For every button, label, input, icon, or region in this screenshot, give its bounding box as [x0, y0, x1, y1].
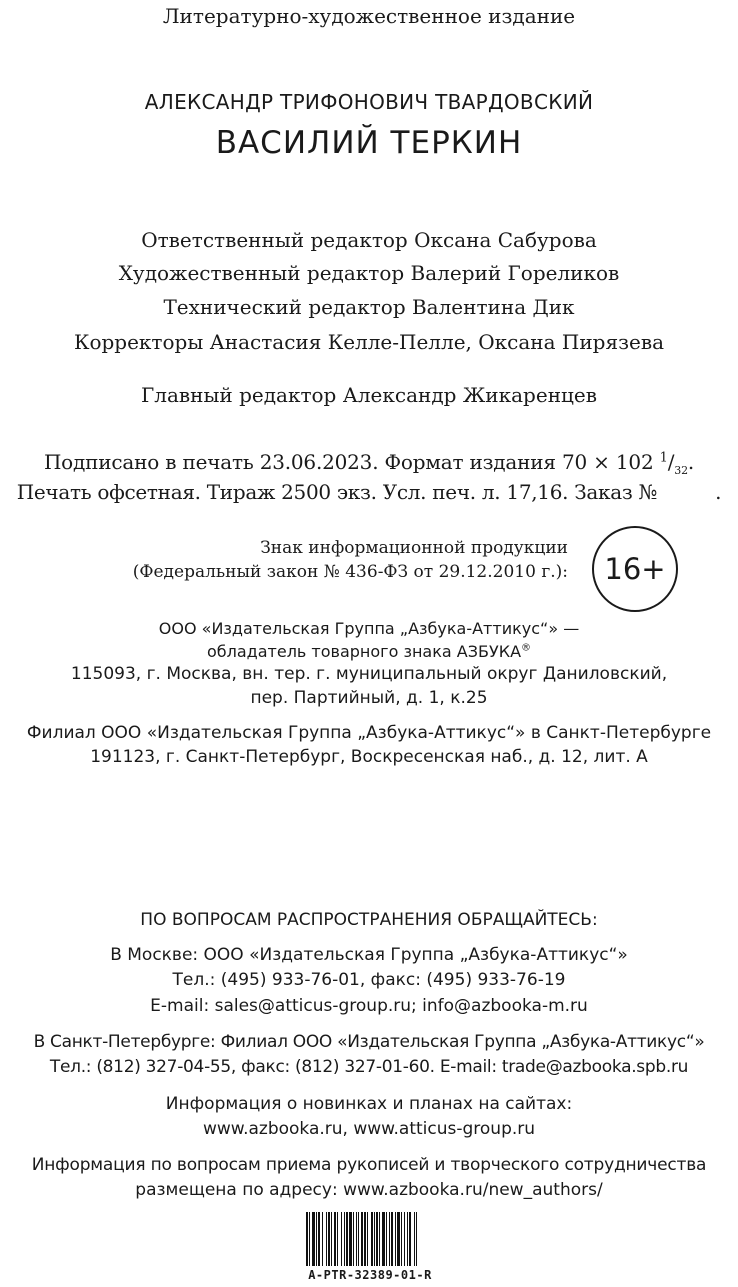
credit-line: Корректоры Анастасия Келле-Пелле, Оксана Пирязева	[73, 330, 665, 354]
format-denominator: 32	[674, 464, 688, 477]
age-mark-label	[133, 538, 568, 582]
barcode-bar	[409, 1212, 411, 1266]
barcode-code: A-PTR-32389-01-R	[308, 1268, 432, 1282]
age-mark-label-2: (Федеральный закон № 436-ФЗ от 29.12.2010 г.):	[132, 562, 568, 582]
barcode-bar	[397, 1212, 400, 1266]
barcode-bar	[349, 1212, 352, 1266]
barcode-bar	[416, 1212, 417, 1266]
barcode-bar	[404, 1212, 405, 1266]
barcode-bar	[364, 1212, 366, 1266]
spb-contact: В Санкт-Петербурге: Филиал ООО «Издательская Группа „Азбука-Аттикус“»	[33, 1032, 705, 1052]
publisher-line: ООО «Издательская Группа „Азбука-Аттикус“» —	[158, 619, 580, 638]
age-rating-badge: 16+	[592, 526, 678, 612]
barcode-bar	[334, 1212, 336, 1266]
barcode	[306, 1212, 434, 1266]
barcode-bar	[337, 1212, 338, 1266]
print-info-line-2: Печать офсетная. Тираж 2500 экз. Усл. печ. л. 17,16. Заказ № .	[16, 480, 722, 504]
barcode-bar	[346, 1212, 348, 1266]
barcode-bar	[414, 1212, 415, 1266]
sites-urls: www.azbooka.ru, www.atticus-group.ru	[202, 1119, 536, 1139]
moscow-email: E-mail: sales@atticus-group.ru; info@azbooka-m.ru	[150, 996, 588, 1016]
barcode-bar	[312, 1212, 315, 1266]
registered-mark: ®	[521, 642, 532, 654]
chief-editor: Главный редактор Александр Жикаренцев	[141, 383, 597, 407]
format-numerator: 1	[659, 450, 668, 466]
barcode-bar	[407, 1212, 408, 1266]
publisher-address: пер. Партийный, д. 1, к.25	[250, 688, 488, 708]
barcode-bar	[401, 1212, 402, 1266]
moscow-phone: Тел.: (495) 933-76-01, факс: (495) 933-76-19	[172, 970, 566, 990]
barcode-bar	[361, 1212, 363, 1266]
barcode-bar	[306, 1212, 308, 1266]
barcode-bar	[309, 1212, 310, 1266]
edition-type: Литературно-художественное издание	[162, 4, 576, 28]
barcode-bar	[341, 1212, 342, 1266]
barcode-bar	[318, 1212, 320, 1266]
barcode-bar	[344, 1212, 345, 1266]
manuscripts-info: Информация по вопросам приема рукописей и творческого сотрудничества	[31, 1155, 707, 1175]
barcode-bar	[328, 1212, 330, 1266]
manuscripts-url: размещена по адресу: www.azbooka.ru/new_authors/	[135, 1180, 603, 1200]
print-info-text: Печать офсетная. Тираж 2500 экз. Усл. печ. л. 17,16. Заказ №	[16, 480, 658, 504]
barcode-bar	[395, 1212, 396, 1266]
barcode-bar	[353, 1212, 354, 1266]
spb-phone: Тел.: (812) 327-04-55, факс: (812) 327-01-60. E-mail: trade@azbooka.spb.ru	[49, 1057, 689, 1077]
sites-info: Информация о новинках и планах на сайтах:	[165, 1094, 573, 1114]
barcode-bar	[356, 1212, 357, 1266]
barcode-bar	[382, 1212, 385, 1266]
barcode-bar	[376, 1212, 378, 1266]
credit-line: Художественный редактор Валерий Гореликов	[118, 261, 620, 285]
print-info-line-1: Подписано в печать 23.06.2023. Формат издания 70 × 102 $^1/_{32}$.	[43, 450, 695, 477]
barcode-bar	[367, 1212, 368, 1266]
age-mark-label-1: Знак информационной продукции	[260, 538, 568, 558]
barcode-bar	[374, 1212, 375, 1266]
publisher-trademark-text: обладатель товарного знака АЗБУКА	[206, 642, 522, 661]
publisher-address: 115093, г. Москва, вн. тер. г. муниципальный округ Даниловский,	[70, 664, 668, 684]
distribution-heading: ПО ВОПРОСАМ РАСПРОСТРАНЕНИЯ ОБРАЩАЙТЕСЬ:	[140, 910, 598, 930]
barcode-bar	[391, 1212, 393, 1266]
barcode-bar	[316, 1212, 317, 1266]
barcode-bar	[389, 1212, 390, 1266]
author-name: АЛЕКСАНДР ТРИФОНОВИЧ ТВАРДОВСКИЙ	[144, 90, 594, 114]
book-title: ВАСИЛИЙ ТЕРКИН	[215, 125, 523, 161]
barcode-bar	[386, 1212, 387, 1266]
publisher-trademark-line	[0, 642, 738, 661]
barcode-bar	[322, 1212, 323, 1266]
barcode-bar	[331, 1212, 332, 1266]
moscow-contact: В Москве: ООО «Издательская Группа „Азбука-Аттикус“»	[110, 945, 628, 965]
branch-line: Филиал ООО «Издательская Группа „Азбука-Аттикус“» в Санкт-Петербурге	[26, 723, 712, 743]
barcode-bar	[358, 1212, 359, 1266]
print-info-text: Подписано в печать 23.06.2023. Формат издания 70 × 102	[43, 450, 654, 474]
barcode-bar	[379, 1212, 380, 1266]
credit-line: Ответственный редактор Оксана Сабурова	[141, 228, 597, 252]
branch-address: 191123, г. Санкт-Петербург, Воскресенская наб., д. 12, лит. А	[90, 747, 648, 767]
barcode-bar	[326, 1212, 327, 1266]
credit-line: Технический редактор Валентина Дик	[163, 295, 575, 319]
barcode-bar	[371, 1212, 373, 1266]
